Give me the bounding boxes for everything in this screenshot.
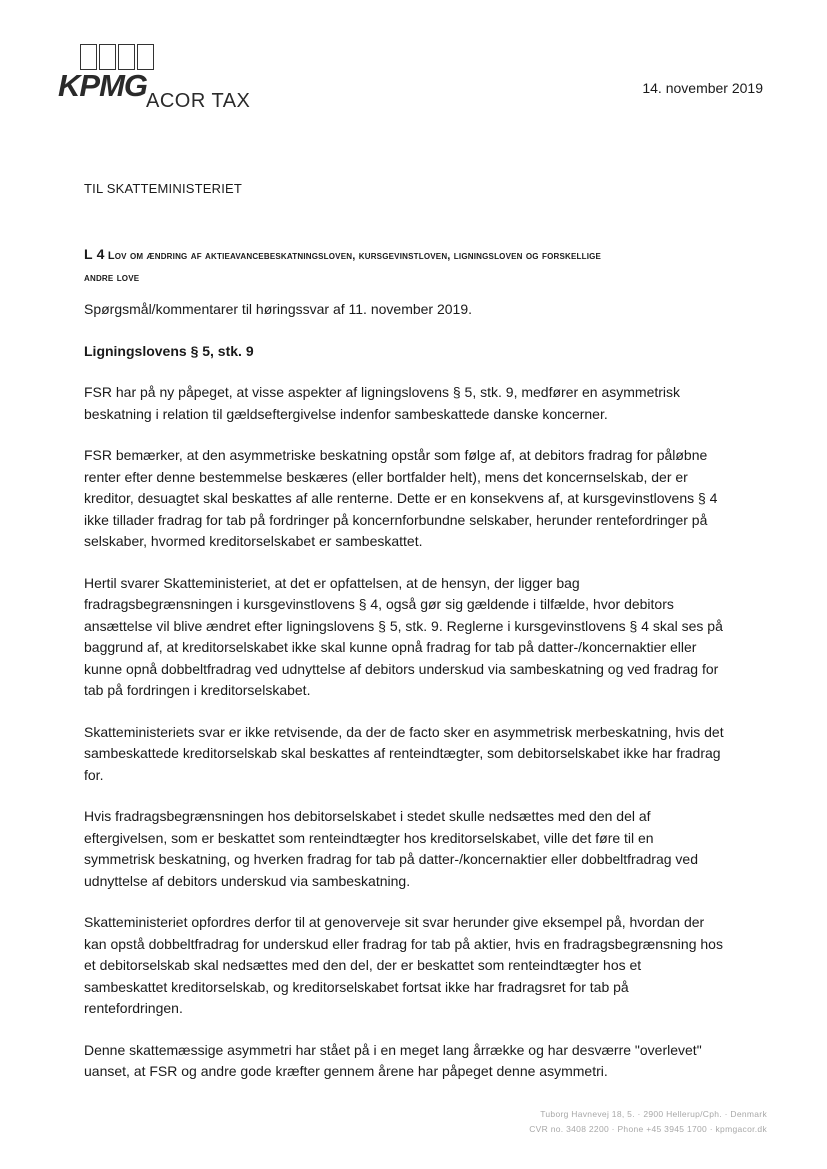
footer-address	[529, 1107, 767, 1137]
paragraph-1: FSR har på ny påpeget, at visse aspekter af ligningslovens § 5, stk. 9, medfører en asymmetrisk beskatning i relation til gældseftergivelse indenfor sambeskattede danske koncerner.	[84, 384, 681, 422]
section-heading: Ligningslovens § 5, stk. 9	[84, 342, 254, 359]
paragraph-2: FSR bemærker, at den asymmetriske beskatning opstår som følge af, at debitors fradrag for påløbne renter efter denne bestemmelse beskæres (eller bortfalder helt), mens det koncernselskab, der er kreditor, desuagtet skal beskattes af alle renterne. Dette er en konsekvens af, at kursgevinstlovens § 4 ikke tillader fradrag for tab på fordringer på koncernforbundne selskaber, herunder rentefordringer på selskaber, hvormed kreditorselskabet er sambeskattet.	[84, 447, 718, 549]
paragraph-3: Hertil svarer Skatteministeriet, at det er opfattelsen, at de hensyn, der ligger bag fradragsbegrænsningen i kursgevinstlovens § 4, også gør sig gældende i tilfælde, hvor debitors ansættelse vil blive ændret efter ligningslovens § 5, stk. 9. Reglerne i kursgevinstlovens § 4 skal ses på baggrund af, at kreditorselskabet ikke skal kunne opnå fradrag for tab på datter-/koncernaktier eller kunne opnå dobbeltfradrag ved udnyttelse af debitors underskud via sambeskatning og ved fradrag for tab på fordringen i kreditorselskabet.	[84, 574, 723, 698]
letter-date: 14. november 2019	[642, 80, 763, 96]
subject-line-1: Lov om ændring af aktieavancebeskatningsloven, kursgevinstloven, ligningsloven og forskellige	[107, 250, 602, 262]
letter-body	[84, 299, 724, 1103]
logo-subtitle: ACOR TAX	[146, 90, 251, 112]
recipient: TIL SKATTEMINISTERIET	[84, 181, 243, 196]
paragraph-6: Skatteministeriet opfordres derfor til at genoverveje sit svar herunder give eksempel på, hvordan der kan opstå dobbeltfradrag for underskud eller fradrag for tab på aktier, hvis en fradragsbegrænsning hos et debitorselskab skal nedsættes med den del, der er beskattet som renteindtægter hos et sambeskattet kreditorselskab, og kreditorselskabet fortsat ikke har fradragsret for tab på rentefordringen.	[84, 914, 723, 1016]
paragraph-4: Skatteministeriets svar er ikke retvisende, da der de facto sker en asymmetrisk merbeskatning, hvis det sambeskattede kreditorselskab skal beskattes af renteindtægter, som debitorselskabet ikke har fradrag for.	[84, 723, 724, 783]
logo-brand: KPMG	[58, 68, 147, 103]
subject-heading	[84, 243, 724, 289]
intro-paragraph: Spørgsmål/kommentarer til høringssvar af 11. november 2019.	[84, 301, 473, 317]
company-logo	[58, 44, 278, 119]
footer-line-1: Tuborg Havnevej 18, 5. · 2900 Hellerup/Cph. · Denmark	[540, 1109, 767, 1119]
subject-number: L 4	[84, 246, 105, 262]
footer-line-2: CVR no. 3408 2200 · Phone +45 3945 1700 · kpmgacor.dk	[529, 1124, 767, 1134]
paragraph-7: Denne skattemæssige asymmetri har stået på i en meget lang årrække og har desværre "overlevet" uanset, at FSR og andre gode kræfter gennem årene har påpeget denne asymmetri.	[84, 1041, 702, 1079]
logo-boxes-icon	[80, 44, 154, 70]
paragraph-5: Hvis fradragsbegrænsningen hos debitorselskabet i stedet skulle nedsættes med den del af eftergivelsen, som er beskattet som renteindtægter hos kreditorselskabet, ville det føre til en symmetrisk beskatning, og hverken fradrag for tab på datter-/koncernaktier eller dobbeltfradrag ved udnyttelse af debitors underskud via sambeskatning.	[84, 808, 698, 889]
subject-line-2: andre love	[84, 272, 140, 284]
